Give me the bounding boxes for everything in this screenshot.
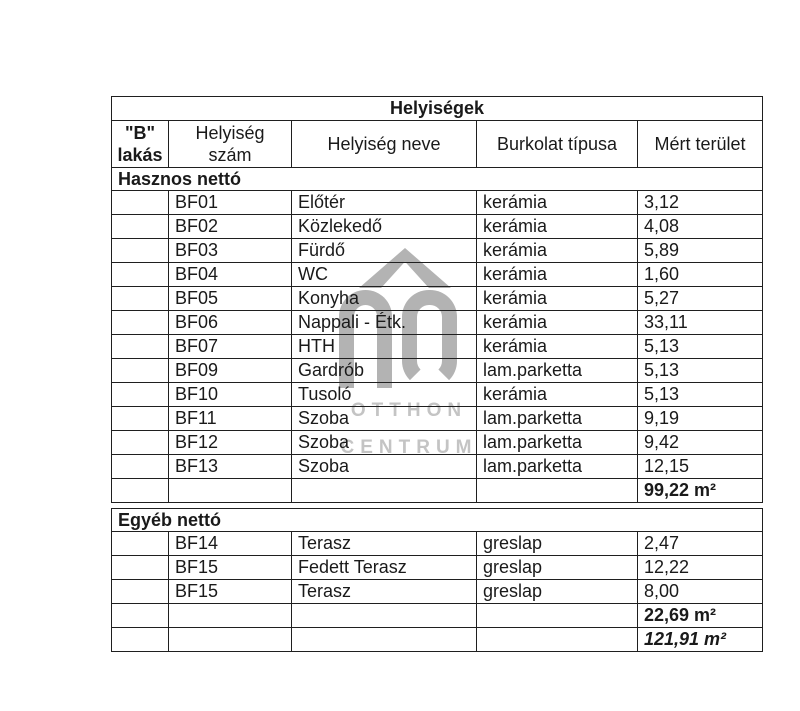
watermark-text-centrum: CENTRUM <box>340 437 478 458</box>
cell-area: 5,27 <box>638 287 763 311</box>
table-row <box>112 407 763 431</box>
watermark-text-otthon: OTTHON <box>350 400 468 421</box>
rooms-table-main <box>111 96 763 503</box>
cell-num: BF03 <box>169 239 292 263</box>
cell-num: BF12 <box>169 431 292 455</box>
table-row <box>112 455 763 479</box>
table-row <box>112 556 763 580</box>
subtotal-row-hasznos <box>112 479 763 503</box>
cell-area: 4,08 <box>638 215 763 239</box>
cell-name: Szoba <box>292 431 477 455</box>
cell-name: Terasz <box>292 532 477 556</box>
cell-num: BF10 <box>169 383 292 407</box>
cell-apt <box>112 407 169 431</box>
empty-cell <box>292 479 477 503</box>
rooms-sheet <box>111 96 762 652</box>
cell-covering: lam.parketta <box>477 359 638 383</box>
cell-area: 2,47 <box>638 532 763 556</box>
cell-apt <box>112 455 169 479</box>
cell-covering: kerámia <box>477 215 638 239</box>
page-title: Helyiségek <box>112 97 763 121</box>
egyeb-rows <box>112 532 763 604</box>
subtotal-row-egyeb <box>112 604 763 628</box>
table-row <box>112 287 763 311</box>
table-row <box>112 431 763 455</box>
cell-name: Szoba <box>292 407 477 431</box>
cell-area: 1,60 <box>638 263 763 287</box>
table-row <box>112 532 763 556</box>
table-row <box>112 359 763 383</box>
cell-covering: lam.parketta <box>477 407 638 431</box>
empty-cell <box>169 628 292 652</box>
cell-num: BF15 <box>169 580 292 604</box>
cell-num: BF07 <box>169 335 292 359</box>
column-header-number <box>169 121 292 168</box>
apartment-header-line2: lakás <box>117 145 163 165</box>
cell-num: BF02 <box>169 215 292 239</box>
cell-name: WC <box>292 263 477 287</box>
apartment-header-line1: "B" <box>124 123 156 143</box>
cell-name: Előtér <box>292 191 477 215</box>
cell-apt <box>112 311 169 335</box>
empty-cell <box>169 604 292 628</box>
cell-covering: kerámia <box>477 383 638 407</box>
cell-apt <box>112 580 169 604</box>
cell-num: BF14 <box>169 532 292 556</box>
column-header-name: Helyiség neve <box>292 121 477 168</box>
section-row-egyeb <box>112 509 763 532</box>
empty-cell <box>112 479 169 503</box>
cell-apt <box>112 383 169 407</box>
table-row <box>112 311 763 335</box>
hasznos-rows <box>112 191 763 479</box>
cell-num: BF01 <box>169 191 292 215</box>
cell-apt <box>112 287 169 311</box>
cell-apt <box>112 215 169 239</box>
cell-covering: greslap <box>477 556 638 580</box>
empty-cell <box>112 628 169 652</box>
cell-apt <box>112 556 169 580</box>
cell-area: 3,12 <box>638 191 763 215</box>
empty-cell <box>477 628 638 652</box>
section-row-hasznos <box>112 168 763 191</box>
cell-covering: kerámia <box>477 191 638 215</box>
table-row <box>112 335 763 359</box>
cell-num: BF05 <box>169 287 292 311</box>
cell-area: 12,15 <box>638 455 763 479</box>
cell-name: Tusoló <box>292 383 477 407</box>
subtotal-value: 99,22 m² <box>638 479 763 503</box>
table-title-row <box>112 97 763 121</box>
cell-name: Nappali - Étk. <box>292 311 477 335</box>
table-row <box>112 215 763 239</box>
subtotal-value: 22,69 m² <box>638 604 763 628</box>
cell-covering: greslap <box>477 580 638 604</box>
section-label: Egyéb nettó <box>112 509 763 532</box>
cell-apt <box>112 263 169 287</box>
cell-area: 5,13 <box>638 383 763 407</box>
number-header-line1: Helyiség <box>195 123 265 143</box>
cell-area: 33,11 <box>638 311 763 335</box>
cell-covering: kerámia <box>477 335 638 359</box>
cell-name: HTH <box>292 335 477 359</box>
cell-name: Gardrób <box>292 359 477 383</box>
number-header-line2: szám <box>208 145 252 165</box>
cell-name: Konyha <box>292 287 477 311</box>
cell-covering: lam.parketta <box>477 455 638 479</box>
section-label: Hasznos nettó <box>112 168 763 191</box>
column-header-row <box>112 121 763 168</box>
cell-covering: lam.parketta <box>477 431 638 455</box>
cell-covering: kerámia <box>477 311 638 335</box>
rooms-table-other <box>111 508 763 652</box>
cell-name: Közlekedő <box>292 215 477 239</box>
cell-apt <box>112 239 169 263</box>
cell-area: 5,13 <box>638 359 763 383</box>
cell-area: 9,42 <box>638 431 763 455</box>
cell-apt <box>112 431 169 455</box>
grand-total-row <box>112 628 763 652</box>
cell-name: Fürdő <box>292 239 477 263</box>
cell-num: BF09 <box>169 359 292 383</box>
column-header-covering: Burkolat típusa <box>477 121 638 168</box>
table-row <box>112 383 763 407</box>
cell-covering: kerámia <box>477 263 638 287</box>
cell-area: 12,22 <box>638 556 763 580</box>
column-header-area: Mért terület <box>638 121 763 168</box>
grand-total-value: 121,91 m² <box>638 628 763 652</box>
cell-num: BF04 <box>169 263 292 287</box>
empty-cell <box>112 604 169 628</box>
cell-area: 9,19 <box>638 407 763 431</box>
table-row <box>112 191 763 215</box>
column-header-apartment <box>112 121 169 168</box>
cell-area: 8,00 <box>638 580 763 604</box>
cell-covering: kerámia <box>477 239 638 263</box>
cell-num: BF06 <box>169 311 292 335</box>
cell-covering: kerámia <box>477 287 638 311</box>
cell-apt <box>112 532 169 556</box>
cell-area: 5,13 <box>638 335 763 359</box>
cell-num: BF11 <box>169 407 292 431</box>
cell-covering: greslap <box>477 532 638 556</box>
cell-apt <box>112 359 169 383</box>
table-row <box>112 580 763 604</box>
cell-num: BF15 <box>169 556 292 580</box>
empty-cell <box>292 628 477 652</box>
cell-name: Terasz <box>292 580 477 604</box>
empty-cell <box>477 604 638 628</box>
cell-apt <box>112 335 169 359</box>
table-row <box>112 263 763 287</box>
cell-num: BF13 <box>169 455 292 479</box>
empty-cell <box>169 479 292 503</box>
cell-area: 5,89 <box>638 239 763 263</box>
cell-apt <box>112 191 169 215</box>
empty-cell <box>292 604 477 628</box>
empty-cell <box>477 479 638 503</box>
cell-name: Szoba <box>292 455 477 479</box>
cell-name: Fedett Terasz <box>292 556 477 580</box>
table-row <box>112 239 763 263</box>
